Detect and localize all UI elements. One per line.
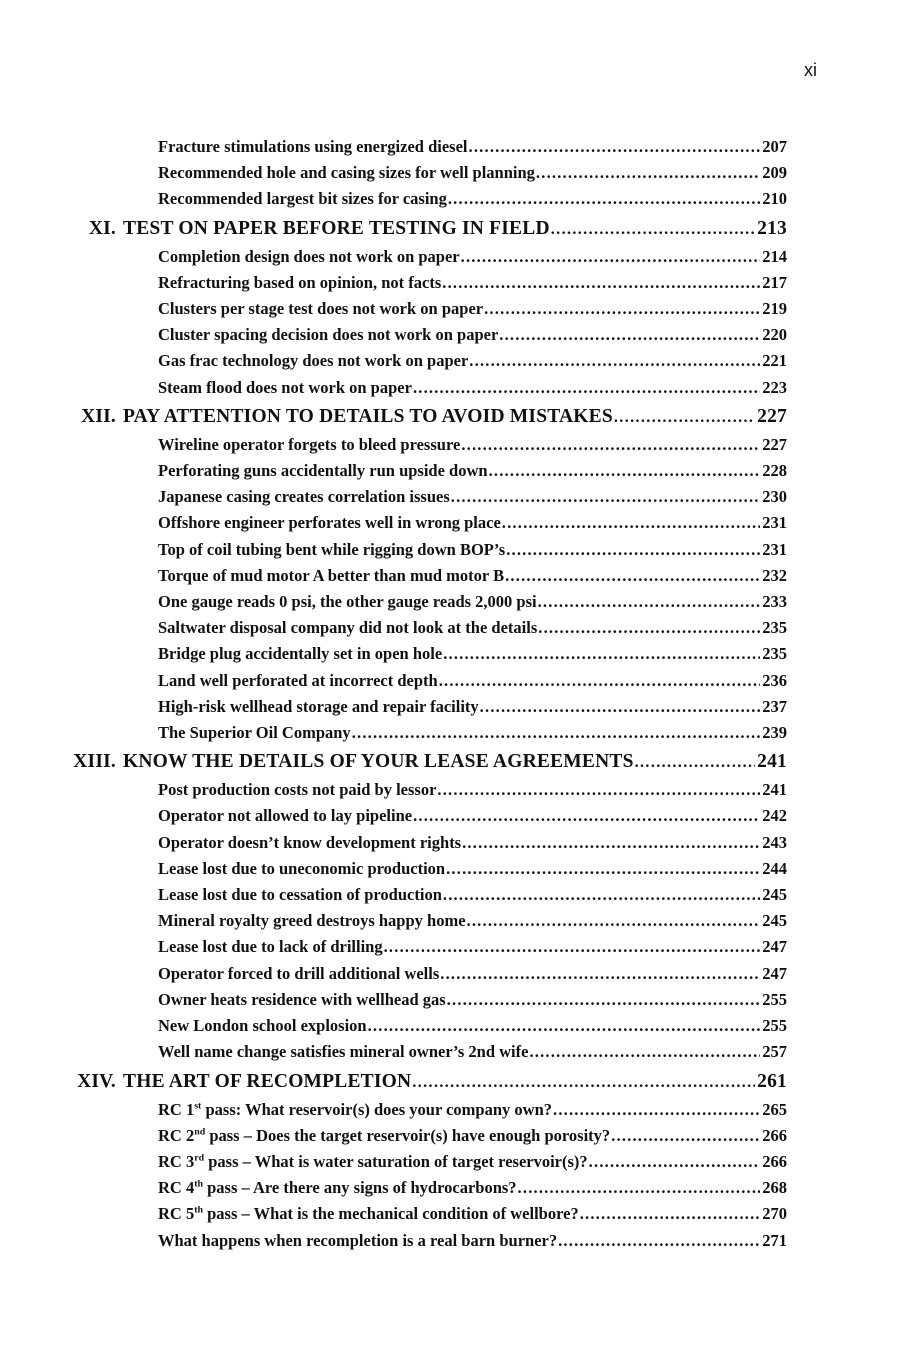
entry-page-number: 237 xyxy=(762,696,787,716)
toc-entry-row xyxy=(68,1039,787,1065)
entry-page-number: 265 xyxy=(762,1099,787,1119)
entry-title: RC 3rd pass – What is water saturation of target reservoir(s)? xyxy=(158,1151,588,1171)
toc-entry-row xyxy=(68,458,787,484)
entry-page-number: 235 xyxy=(762,644,787,664)
entry-title: THE ART OF RECOMPLETION xyxy=(123,1070,412,1092)
entry-title: Lease lost due to cessation of production xyxy=(158,885,442,905)
entry-title: Completion design does not work on paper xyxy=(158,246,460,266)
entry-title: Refracturing based on opinion, not facts xyxy=(158,272,442,292)
toc-entry-row xyxy=(68,830,787,856)
entry-page-number: 266 xyxy=(762,1125,787,1145)
toc-entry-row xyxy=(68,322,787,348)
table-of-contents xyxy=(68,134,787,1254)
dot-leader xyxy=(580,1201,761,1227)
chapter-numeral: XII. xyxy=(81,405,116,427)
entry-title: Land well perforated at incorrect depth xyxy=(158,670,438,690)
toc-chapter-row xyxy=(68,403,787,432)
toc-entry-row xyxy=(68,856,787,882)
dot-leader xyxy=(469,134,761,160)
dot-leader xyxy=(538,589,761,615)
dot-leader xyxy=(553,1097,760,1123)
toc-entry-row xyxy=(68,375,787,401)
entry-page-number: 220 xyxy=(762,325,787,345)
dot-leader xyxy=(558,1228,760,1254)
toc-chapter-row xyxy=(68,748,787,777)
entry-page-number: 255 xyxy=(762,1016,787,1036)
entry-page-number: 209 xyxy=(762,163,787,183)
toc-entry-row xyxy=(68,1175,787,1201)
entry-page-number: 207 xyxy=(762,137,787,156)
dot-leader xyxy=(499,322,760,348)
toc-entry-row xyxy=(68,563,787,589)
entry-page-number: 210 xyxy=(762,189,787,209)
dot-leader xyxy=(551,215,755,244)
toc-entry-row xyxy=(68,641,787,667)
dot-leader xyxy=(635,748,756,777)
entry-title: Steam flood does not work on paper xyxy=(158,377,412,397)
dot-leader xyxy=(446,856,760,882)
dot-leader xyxy=(518,1175,761,1201)
toc-entry-row xyxy=(68,537,787,563)
entry-title: Cluster spacing decision does not work on paper xyxy=(158,325,499,345)
toc-entry-row xyxy=(68,1201,787,1227)
entry-title: Bridge plug accidentally set in open hole xyxy=(158,644,443,664)
toc-entry-row xyxy=(68,1123,787,1149)
entry-title: What happens when recompletion is a real barn burner? xyxy=(158,1230,558,1250)
entry-title: Japanese casing creates correlation issues xyxy=(158,487,450,507)
dot-leader xyxy=(448,186,760,212)
toc-entry-row xyxy=(68,270,787,296)
entry-title: Well name change satisfies mineral owner’s 2nd wife xyxy=(158,1042,529,1062)
entry-page-number: 244 xyxy=(762,858,787,878)
entry-page-number: 270 xyxy=(762,1204,787,1224)
entry-page-number: 223 xyxy=(762,377,787,397)
entry-page-number: 247 xyxy=(762,963,787,983)
dot-leader xyxy=(529,1039,760,1065)
entry-page-number: 255 xyxy=(762,989,787,1009)
dot-leader xyxy=(502,510,760,536)
entry-page-number: 239 xyxy=(762,723,787,743)
entry-page-number: 219 xyxy=(762,299,787,319)
toc-entry-row xyxy=(68,296,787,322)
entry-page-number: 228 xyxy=(762,461,787,481)
entry-page-number: 232 xyxy=(762,565,787,585)
toc-entry-row xyxy=(68,961,787,987)
toc-entry-row xyxy=(68,777,787,803)
toc-entry-row xyxy=(68,1097,787,1123)
dot-leader xyxy=(384,934,761,960)
dot-leader xyxy=(536,160,760,186)
toc-entry-row xyxy=(68,1013,787,1039)
entry-page-number: 268 xyxy=(762,1178,787,1198)
entry-title: Torque of mud motor A better than mud motor B xyxy=(158,565,505,585)
dot-leader xyxy=(506,537,760,563)
toc-entry-row xyxy=(68,934,787,960)
dot-leader xyxy=(461,244,761,270)
entry-title: KNOW THE DETAILS OF YOUR LEASE AGREEMENTS xyxy=(123,751,634,773)
dot-leader xyxy=(505,563,760,589)
dot-leader xyxy=(440,961,760,987)
dot-leader xyxy=(614,403,755,432)
entry-title: Clusters per stage test does not work on paper xyxy=(158,299,484,319)
entry-title: RC 1st pass: What reservoir(s) does your company own? xyxy=(158,1099,552,1119)
entry-title: Wireline operator forgets to bleed pressure xyxy=(158,434,461,454)
entry-page-number: 235 xyxy=(762,618,787,638)
toc-entry-row xyxy=(68,1149,787,1175)
toc-entry-row xyxy=(68,803,787,829)
entry-title: The Superior Oil Company xyxy=(158,723,351,743)
dot-leader xyxy=(447,987,761,1013)
entry-title: Gas frac technology does not work on paper xyxy=(158,351,469,371)
toc-chapter-row xyxy=(68,215,787,244)
toc-entry-row xyxy=(68,244,787,270)
dot-leader xyxy=(413,803,760,829)
entry-title: RC 4th pass – Are there any signs of hydrocarbons? xyxy=(158,1178,517,1198)
entry-page-number: 227 xyxy=(762,434,787,454)
entry-title: Owner heats residence with wellhead gas xyxy=(158,989,446,1009)
chapter-numeral: XI. xyxy=(88,217,116,239)
entry-title: Lease lost due to uneconomic production xyxy=(158,858,446,878)
entry-page-number: 231 xyxy=(762,513,787,533)
dot-leader xyxy=(412,1068,755,1097)
entry-title: Saltwater disposal company did not look at the details xyxy=(158,618,538,638)
dot-leader xyxy=(467,908,761,934)
toc-entry-row xyxy=(68,987,787,1013)
entry-page-number: 233 xyxy=(762,592,787,612)
dot-leader xyxy=(352,720,761,746)
entry-title: Top of coil tubing bent while rigging down BOP’s xyxy=(158,539,506,559)
toc-entry-row xyxy=(68,160,787,186)
entry-title: Recommended largest bit sizes for casing xyxy=(158,189,447,209)
entry-page-number: 261 xyxy=(757,1070,787,1092)
chapter-numeral: XIII. xyxy=(73,751,116,773)
dot-leader xyxy=(469,348,760,374)
entry-title: Operator forced to drill additional wells xyxy=(158,963,440,983)
entry-page-number: 245 xyxy=(762,911,787,931)
toc-chapter-row xyxy=(68,1068,787,1097)
entry-title: Mineral royalty greed destroys happy home xyxy=(158,911,466,931)
toc-entry-row xyxy=(68,589,787,615)
toc-entry-row xyxy=(68,720,787,746)
entry-page-number: 213 xyxy=(757,217,787,239)
toc-entry-row xyxy=(68,348,787,374)
toc-entry-row xyxy=(68,694,787,720)
dot-leader xyxy=(480,694,761,720)
entry-page-number: 243 xyxy=(762,832,787,852)
entry-page-number: 266 xyxy=(762,1151,787,1171)
entry-title: Recommended hole and casing sizes for well planning xyxy=(158,163,535,183)
toc-entry-row xyxy=(68,908,787,934)
entry-title: PAY ATTENTION TO DETAILS TO AVOID MISTAKES xyxy=(123,405,613,427)
dot-leader xyxy=(462,830,760,856)
entry-title: Lease lost due to lack of drilling xyxy=(158,937,383,957)
entry-title: Perforating guns accidentally run upside down xyxy=(158,461,488,481)
toc-entry-row xyxy=(68,186,787,212)
entry-title: TEST ON PAPER BEFORE TESTING IN FIELD xyxy=(123,217,550,239)
entry-page-number: 236 xyxy=(762,670,787,690)
toc-entry-row xyxy=(68,510,787,536)
toc-entry-row xyxy=(68,432,787,458)
entry-title: Post production costs not paid by lessor xyxy=(158,780,437,800)
entry-page-number: 257 xyxy=(762,1042,787,1062)
dot-leader xyxy=(368,1013,761,1039)
entry-title: RC 2nd pass – Does the target reservoir(s) have enough porosity? xyxy=(158,1125,611,1145)
entry-page-number: 227 xyxy=(757,405,787,427)
dot-leader xyxy=(413,375,760,401)
dot-leader xyxy=(437,777,760,803)
entry-page-number: 221 xyxy=(762,351,787,371)
entry-page-number: 241 xyxy=(762,780,787,800)
entry-page-number: 242 xyxy=(762,806,787,826)
dot-leader xyxy=(443,641,760,667)
entry-title: Offshore engineer perforates well in wrong place xyxy=(158,513,501,533)
toc-entry-row xyxy=(68,134,787,160)
entry-page-number: 217 xyxy=(762,272,787,292)
chapter-numeral: XIV. xyxy=(77,1070,116,1092)
entry-title: Operator not allowed to lay pipeline xyxy=(158,806,413,826)
toc-entry-row xyxy=(68,668,787,694)
entry-page-number: 241 xyxy=(757,751,787,773)
dot-leader xyxy=(589,1149,761,1175)
toc-entry-row xyxy=(68,882,787,908)
page-number: xi xyxy=(804,60,817,80)
entry-title: High-risk wellhead storage and repair facility xyxy=(158,696,479,716)
dot-leader xyxy=(538,615,760,641)
toc-entry-row xyxy=(68,484,787,510)
dot-leader xyxy=(443,882,760,908)
toc-entry-row xyxy=(68,1228,787,1254)
dot-leader xyxy=(442,270,760,296)
dot-leader xyxy=(439,668,761,694)
entry-page-number: 231 xyxy=(762,539,787,559)
dot-leader xyxy=(489,458,761,484)
entry-title: Operator doesn’t know development rights xyxy=(158,832,462,852)
dot-leader xyxy=(611,1123,760,1149)
entry-page-number: 230 xyxy=(762,487,787,507)
entry-page-number: 245 xyxy=(762,885,787,905)
dot-leader xyxy=(461,432,760,458)
entry-title: RC 5th pass – What is the mechanical condition of wellbore? xyxy=(158,1204,579,1224)
entry-page-number: 247 xyxy=(762,937,787,957)
toc-entry-row xyxy=(68,615,787,641)
entry-title: One gauge reads 0 psi, the other gauge reads 2,000 psi xyxy=(158,592,537,612)
dot-leader xyxy=(451,484,760,510)
entry-title: Fracture stimulations using energized diesel xyxy=(158,137,468,156)
entry-page-number: 214 xyxy=(762,246,787,266)
entry-page-number: 271 xyxy=(762,1230,787,1250)
dot-leader xyxy=(484,296,760,322)
entry-title: New London school explosion xyxy=(158,1016,367,1036)
